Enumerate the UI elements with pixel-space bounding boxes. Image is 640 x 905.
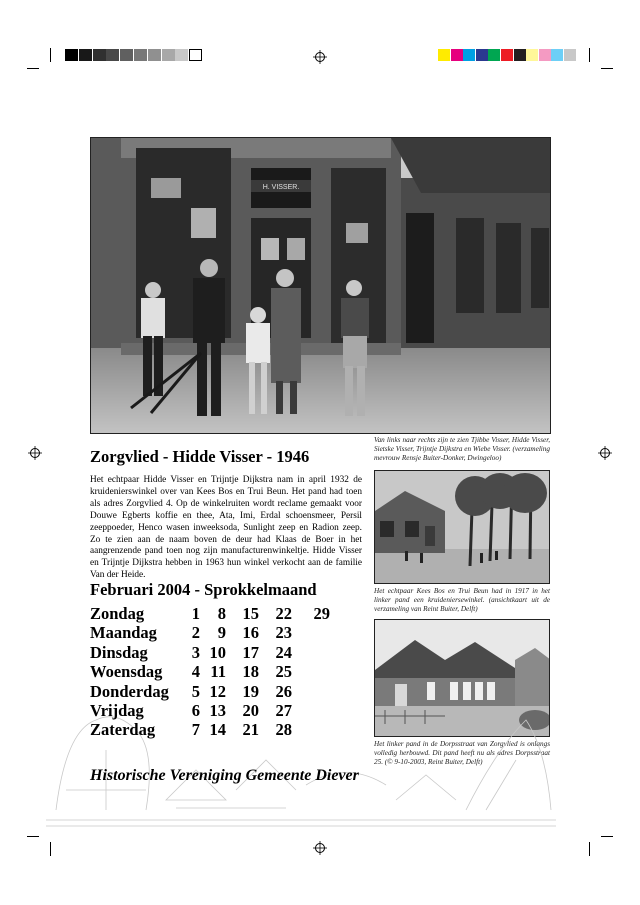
calendar-day-name: Maandag <box>90 623 157 643</box>
society-name: Historische Vereniging Gemeente Diever <box>90 767 359 784</box>
color-swatch <box>501 49 513 61</box>
grayscale-swatch <box>65 49 78 61</box>
calendar-date: 13 <box>209 701 226 720</box>
registration-mark-icon <box>313 841 327 855</box>
calendar-row <box>90 682 360 702</box>
registration-mark-icon <box>598 446 612 460</box>
color-swatch <box>539 49 551 61</box>
calendar-date: 12 <box>209 681 226 701</box>
grayscale-swatch <box>189 49 202 61</box>
calendar-date: 16 <box>242 623 259 643</box>
calendar-title: Februari 2004 - Sprokkelmaand <box>90 580 317 599</box>
postcard-illustration <box>375 471 550 584</box>
calendar-date: 29 <box>313 604 330 623</box>
calendar-day-name: Zondag <box>90 604 145 623</box>
shop-front-illustration <box>91 138 551 434</box>
calendar-date: 20 <box>242 701 259 720</box>
color-swatch <box>463 49 475 61</box>
calendar-date: 1 <box>191 604 200 623</box>
calendar-row <box>90 623 360 643</box>
calendar-date: 23 <box>275 623 292 643</box>
calendar-date: 11 <box>210 662 226 682</box>
calendar-date: 10 <box>209 642 226 662</box>
calendar-row <box>90 643 360 663</box>
calendar-date: 15 <box>242 604 259 623</box>
grayscale-swatch <box>148 49 161 61</box>
calendar-day-name: Donderdag <box>90 681 169 701</box>
grayscale-swatch <box>106 49 119 61</box>
color-swatch <box>438 49 450 61</box>
calendar-row <box>90 662 360 682</box>
shop-sign: H. VISSER. <box>262 184 300 191</box>
registration-mark-icon <box>313 50 327 64</box>
caption-bottom-photo: Het linker pand in de Dorpsstraat van Zorgvlied is onlangs volledig herbouwd. Dit pand heeft nu als adres Dorpsstraat 25. (© 9-10-2003, Reint Buiter, Delft) <box>374 740 550 766</box>
calendar-date: 25 <box>275 662 292 682</box>
calendar-date: 22 <box>275 604 292 623</box>
color-swatch <box>564 49 576 61</box>
grayscale-swatch <box>93 49 106 61</box>
calendar-day-name: Vrijdag <box>90 701 144 720</box>
calendar-day-name: Dinsdag <box>90 642 148 662</box>
calendar-date: 18 <box>242 662 259 682</box>
main-photo-shop-front <box>90 137 551 434</box>
middle-photo-postcard <box>374 470 550 584</box>
calendar-date: 7 <box>191 720 200 740</box>
grayscale-swatch <box>134 49 147 61</box>
calendar-row <box>90 604 360 624</box>
calendar-date: 5 <box>191 681 200 701</box>
calendar-date: 28 <box>275 720 292 740</box>
calendar-date: 24 <box>275 642 292 662</box>
calendar-date: 27 <box>275 701 292 720</box>
color-swatch <box>526 49 538 61</box>
calendar-row <box>90 720 360 740</box>
article-title: Zorgvlied - Hidde Visser - 1946 <box>90 447 310 466</box>
calendar-date: 14 <box>209 720 226 740</box>
grayscale-swatch <box>162 49 175 61</box>
calendar-date: 2 <box>191 623 200 643</box>
calendar-day-name: Woensdag <box>90 662 163 682</box>
color-swatch <box>551 49 563 61</box>
grayscale-swatch <box>79 49 92 61</box>
calendar-row <box>90 701 360 721</box>
calendar-date: 6 <box>191 701 200 720</box>
calendar-date: 21 <box>242 720 259 740</box>
grayscale-swatch <box>120 49 133 61</box>
calendar-date: 3 <box>191 642 200 662</box>
calendar-date: 17 <box>242 642 259 662</box>
calendar-date: 9 <box>217 623 226 643</box>
calendar-date: 4 <box>191 662 200 682</box>
color-swatch <box>514 49 526 61</box>
caption-main-photo: Van links naar rechts zijn te zien Tjibbe Visser, Hidde Visser, Sietske Visser, Trijntje Dijkstra en Wiebe Visser. (verzameling mevrouw Rensje Buiter-Donker, Dwingeloo) <box>374 436 550 462</box>
article-body: Het echtpaar Hidde Visser en Trijntje Dijkstra nam in april 1932 de kruidenierswinkel over van Kees Bos en Trui Beun. Het pand had toen als adres Zorgvlied 4. Op de winkelruiten wordt reclame gemaakt voor Douwe Egberts koffie en thee, Ata, Imi, Erdal schoensmeer, Persil zeeppoeder, Henco wasen inweeksoda, Sunlight zeep en Radion zeep. Zo te zien aan de naam boven de deur had Klaas de Boer in het aangrenzende pand toen nog zijn manufacturenwinkeltje. Hidde Visser en Trijntje Dijkstra hebben in 1963 hun winkel verkocht aan de familie Van der Heide. <box>90 475 362 581</box>
registration-mark-icon <box>28 446 42 460</box>
color-swatch <box>476 49 488 61</box>
calendar-date: 8 <box>217 604 226 623</box>
caption-middle-photo: Het echtpaar Kees Bos en Trui Beun had in 1917 in het linker pand een kruideniersewinkel. (ansichtkaart uit de verzameling van Reint Buiter, Delft) <box>374 587 550 613</box>
calendar-date: 19 <box>242 681 259 701</box>
grayscale-swatch <box>175 49 188 61</box>
calendar-date: 26 <box>275 681 292 701</box>
calendar-day-name: Zaterdag <box>90 720 156 740</box>
color-swatch <box>488 49 500 61</box>
color-swatch <box>451 49 463 61</box>
